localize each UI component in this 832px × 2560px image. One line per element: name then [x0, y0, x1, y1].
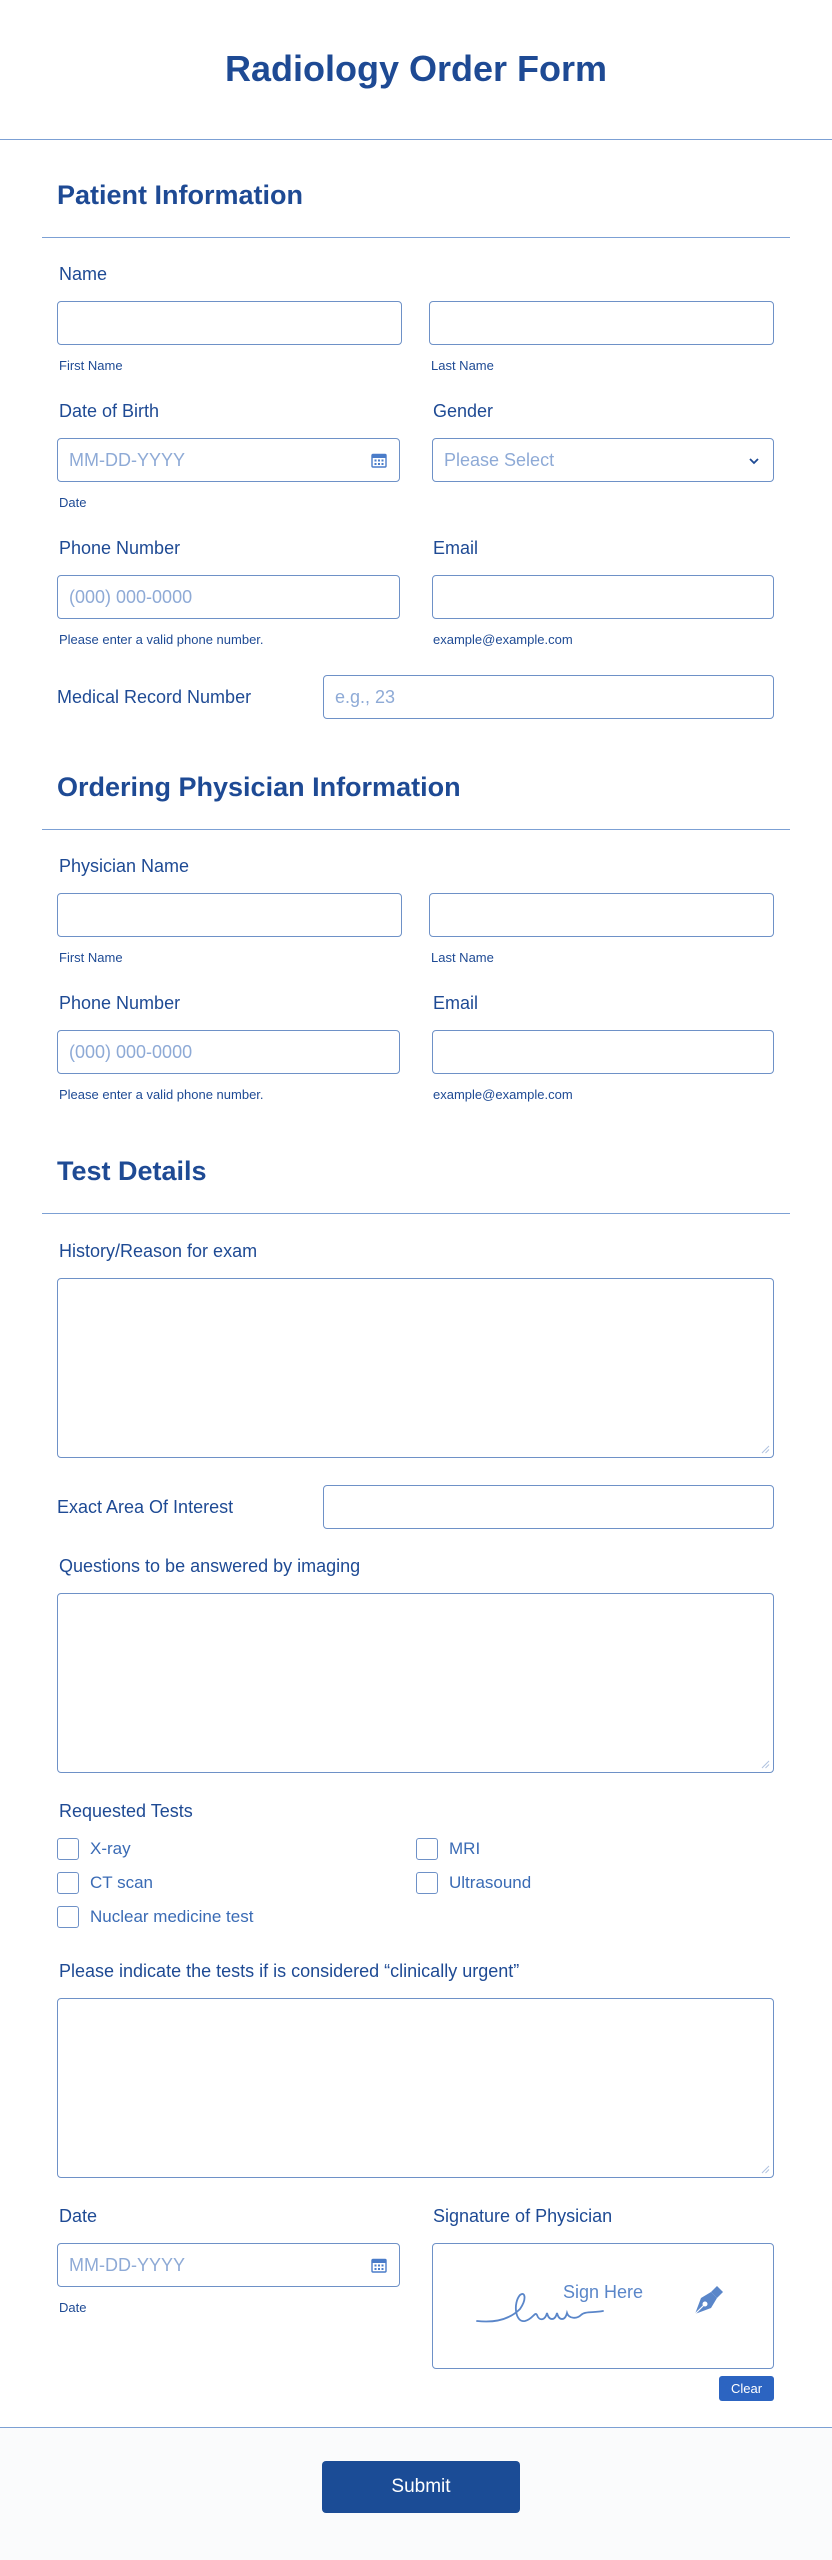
checkbox-label-nuclear-medicine: Nuclear medicine test — [90, 1907, 254, 1926]
gender-select-value: Please Select — [444, 449, 555, 470]
resize-grip-icon[interactable] — [761, 1445, 770, 1454]
section-divider — [42, 829, 790, 830]
phone-label: Phone Number — [59, 538, 181, 558]
signature-hint: Sign Here — [563, 2282, 644, 2302]
date-sublabel: Date — [59, 2300, 87, 2315]
email-label: Email — [433, 538, 479, 558]
questions-textarea[interactable] — [57, 1593, 774, 1773]
date-placeholder: MM-DD-YYYY — [69, 2254, 185, 2275]
physician-email-input[interactable] — [432, 1030, 774, 1074]
mrn-placeholder: e.g., 23 — [335, 686, 396, 707]
clear-signature-button[interactable]: Clear — [719, 2376, 774, 2401]
dob-label: Date of Birth — [59, 401, 160, 421]
pen-icon — [689, 2280, 729, 2320]
urgent-label: Please indicate the tests if is considered “clinically urgent” — [59, 1961, 520, 1981]
calendar-icon[interactable] — [371, 2257, 387, 2273]
phone-placeholder: (000) 000-0000 — [69, 586, 193, 607]
checkbox-nuclear-medicine[interactable] — [57, 1906, 79, 1928]
urgent-textarea[interactable] — [57, 1998, 774, 2178]
patient-email-input[interactable] — [432, 575, 774, 619]
physician-email-label: Email — [433, 993, 479, 1013]
gender-label: Gender — [433, 401, 494, 421]
submit-button[interactable]: Submit — [322, 2461, 520, 2513]
checkbox-xray[interactable] — [57, 1838, 79, 1860]
mrn-label: Medical Record Number — [57, 687, 252, 707]
resize-grip-icon[interactable] — [761, 1760, 770, 1769]
patient-first-name-input[interactable] — [57, 301, 402, 345]
physician-first-name-input[interactable] — [57, 893, 402, 937]
phone-placeholder: (000) 000-0000 — [69, 1041, 193, 1062]
checkbox-label-xray: X-ray — [90, 1839, 131, 1858]
gender-select[interactable] — [432, 438, 774, 482]
last-name-sublabel: Last Name — [431, 358, 494, 373]
history-label: History/Reason for exam — [59, 1241, 258, 1261]
dob-placeholder: MM-DD-YYYY — [69, 449, 185, 470]
form-header — [0, 0, 832, 140]
section-divider — [42, 1213, 790, 1214]
checkbox-label-ultrasound: Ultrasound — [449, 1873, 532, 1892]
chevron-down-icon — [747, 454, 761, 468]
history-textarea[interactable] — [57, 1278, 774, 1458]
requested-tests-label: Requested Tests — [59, 1801, 193, 1821]
last-name-sublabel: Last Name — [431, 950, 494, 965]
first-name-sublabel: First Name — [59, 358, 123, 373]
order-date-input[interactable] — [57, 2243, 400, 2287]
checkbox-ultrasound[interactable] — [416, 1872, 438, 1894]
signature-pad[interactable] — [432, 2243, 774, 2369]
form-title: Radiology Order Form — [224, 48, 608, 89]
phone-sublabel: Please enter a valid phone number. — [59, 1087, 264, 1102]
area-input[interactable] — [323, 1485, 774, 1529]
section-title-tests: Test Details — [57, 1156, 207, 1186]
date-label: Date — [59, 2206, 98, 2226]
first-name-sublabel: First Name — [59, 950, 123, 965]
patient-last-name-input[interactable] — [429, 301, 774, 345]
name-label: Name — [59, 264, 108, 284]
checkbox-ct-scan[interactable] — [57, 1872, 79, 1894]
physician-phone-input[interactable] — [57, 1030, 400, 1074]
section-divider — [42, 237, 790, 238]
checkbox-mri[interactable] — [416, 1838, 438, 1860]
checkbox-label-mri: MRI — [449, 1839, 481, 1858]
signature-scribble-icon — [475, 2289, 605, 2329]
signature-label: Signature of Physician — [433, 2206, 613, 2226]
physician-last-name-input[interactable] — [429, 893, 774, 937]
phone-sublabel: Please enter a valid phone number. — [59, 632, 264, 647]
physician-name-label: Physician Name — [59, 856, 190, 876]
patient-phone-input[interactable] — [57, 575, 400, 619]
section-title-physician: Ordering Physician Information — [57, 772, 461, 802]
dob-sublabel: Date — [59, 495, 87, 510]
section-title-patient: Patient Information — [57, 180, 304, 210]
dob-input[interactable] — [57, 438, 400, 482]
physician-phone-label: Phone Number — [59, 993, 181, 1013]
email-sublabel: example@example.com — [433, 632, 573, 647]
calendar-icon[interactable] — [371, 452, 387, 468]
email-sublabel: example@example.com — [433, 1087, 573, 1102]
resize-grip-icon[interactable] — [761, 2165, 770, 2174]
questions-label: Questions to be answered by imaging — [59, 1556, 361, 1576]
checkbox-label-ct-scan: CT scan — [90, 1873, 153, 1892]
area-label: Exact Area Of Interest — [57, 1497, 234, 1517]
mrn-input[interactable] — [323, 675, 774, 719]
